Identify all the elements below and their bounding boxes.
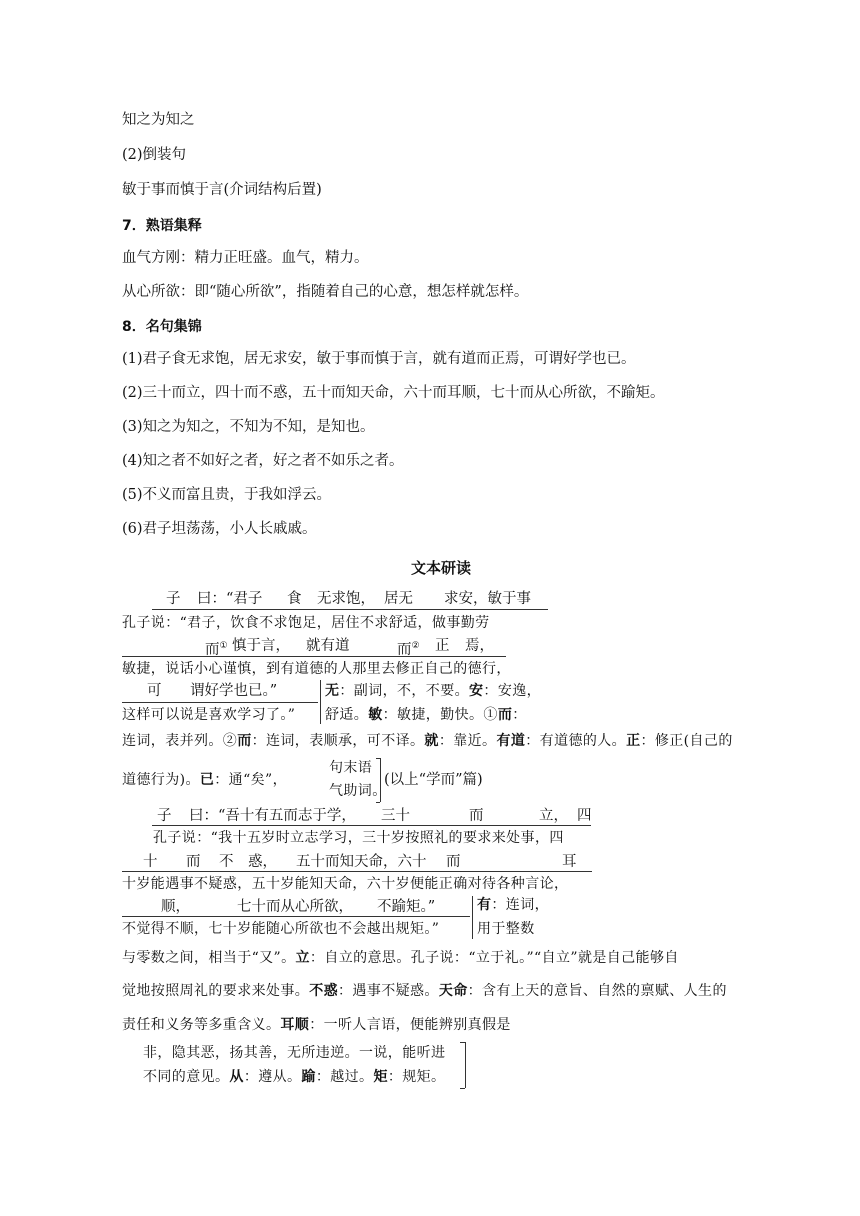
underline: [152, 609, 548, 610]
original-text: 可: [147, 683, 162, 699]
original-text: 顺，: [161, 899, 190, 915]
annotation-box-text: 气助词。: [329, 783, 387, 799]
original-text: 七十而从心所欲，: [237, 899, 353, 915]
annotation-bracket: [460, 1042, 465, 1043]
original-text: 曰：“吾十有五而志于学，: [189, 808, 356, 824]
original-text: 立，: [539, 808, 568, 824]
annotation-text: 觉地按照周礼的要求来处事。不惑：遇事不疑惑。天命：含有上天的意旨、自然的禀赋、人生的: [122, 983, 727, 999]
original-text: 四: [577, 808, 592, 824]
original-text: 正: [435, 638, 450, 654]
original-text: 惑，: [248, 854, 277, 870]
original-text: 就有道: [306, 638, 350, 654]
text-line: 从心所欲：即“随心所欲”，指随着自己的心意，想怎样就怎样。: [122, 284, 529, 300]
original-text: 而: [186, 854, 201, 870]
translation-text: 十岁能遇事不疑惑，五十岁能知天命，六十岁便能正确对待各种言论，: [122, 876, 569, 892]
original-text: 耳: [562, 854, 577, 870]
quote-line: (1)君子食无求饱，居无求安，敏于事而慎于言，就有道而正焉，可谓好学也已。: [122, 351, 636, 367]
translation-text: 孔子说：“君子，饮食不求饱足，居住不求舒适，做事勤劳: [122, 615, 490, 631]
translation-text: 这样可以说是喜欢学习了。”: [122, 707, 296, 723]
original-text: 无求饱，: [317, 591, 375, 607]
original-text: 求安，敏于事: [444, 591, 531, 607]
underline: [122, 871, 592, 872]
annotation-text: 责任和义务等多重含义。耳顺：一听人言语，便能辨别真假是: [122, 1017, 511, 1033]
section-heading: 7．熟语集释: [122, 218, 202, 234]
annotation-bracket: [376, 802, 380, 803]
text-line: 敏于事而慎于言(介词结构后置): [122, 182, 322, 198]
annotation-bracket: [380, 758, 381, 802]
translation-text: 不觉得不顺，七十岁能随心所欲也不会越出规矩。”: [122, 921, 440, 937]
original-text: 焉，: [465, 638, 494, 654]
annotation-bracket: [320, 680, 321, 724]
translation-text: 孔子说：“我十五岁时立志学习，三十岁按照礼的要求来处事，四: [153, 830, 564, 846]
original-text: 居无: [384, 591, 413, 607]
original-text: 而①: [205, 641, 228, 658]
annotation-text: 道德行为)。已：通“矣”，: [122, 772, 287, 788]
annotation-bracket: [376, 758, 380, 759]
text-line: 知之为知之: [122, 112, 195, 128]
original-text: 食: [287, 591, 302, 607]
quote-line: (3)知之为知之，不知为不知，是知也。: [122, 419, 375, 435]
annotation-text: 不同的意见。从：遵从。踰：越过。矩：规矩。: [143, 1069, 446, 1085]
quote-line: (4)知之者不如好之者，好之者不如乐之者。: [122, 453, 404, 469]
underline: [152, 825, 591, 826]
annotation-text: 有：连词，: [477, 897, 550, 913]
original-text: 子: [157, 808, 172, 824]
annotation-bracket: [472, 896, 473, 939]
annotation-text: 无：副词，不，不要。安：安逸，: [325, 683, 542, 699]
original-text: 曰：“君子: [197, 591, 263, 607]
original-text: 不踰矩。”: [377, 899, 436, 915]
original-text: 慎于言，: [232, 638, 290, 654]
original-text: 而: [469, 808, 484, 824]
section-heading: 8．名句集锦: [122, 319, 202, 335]
annotation-text: 连词，表并列。②而：连词，表顺承，可不译。就：靠近。有道：有道德的人。正：修正(自己的: [122, 733, 733, 749]
original-text: 不: [219, 854, 234, 870]
underline: [122, 702, 318, 703]
translation-text: 敏捷，说话小心谨慎，到有道德的人那里去修正自己的德行，: [122, 661, 511, 677]
annotation-text: 舒适。敏：敏捷，勤快。①而：: [325, 707, 527, 723]
original-text: 而②: [397, 641, 420, 658]
annotation-text: 与零数之间，相当于“又”。立：自立的意思。孔子说：“立于礼。”“自立”就是自己能够自: [122, 950, 679, 966]
page-title: 文本研读: [411, 559, 472, 577]
original-text: 十: [143, 854, 158, 870]
text-line: (2)倒装句: [122, 147, 187, 163]
underline: [122, 916, 470, 917]
original-text: 子: [166, 591, 181, 607]
quote-line: (6)君子坦荡荡，小人长戚戚。: [122, 521, 317, 537]
annotation-bracket: [460, 1088, 465, 1089]
quote-line: (2)三十而立，四十而不惑，五十而知天命，六十而耳顺，七十而从心所欲，不踰矩。: [122, 385, 665, 401]
quote-line: (5)不义而富且贵，于我如浮云。: [122, 487, 332, 503]
annotation-box-text: 句末语: [329, 760, 373, 776]
annotation-text: 非，隐其恶，扬其善，无所违逆。一说，能听进: [143, 1045, 446, 1061]
annotation-text: 用于整数: [477, 921, 535, 937]
original-text: 三十: [381, 808, 410, 824]
source-note: (以上“学而”篇): [384, 772, 483, 788]
text-line: 血气方刚：精力正旺盛。血气，精力。: [122, 250, 369, 266]
underline: [122, 656, 506, 657]
original-text: 而: [446, 854, 461, 870]
original-text: 谓好学也已。”: [190, 683, 278, 699]
annotation-bracket: [465, 1042, 466, 1088]
original-text: 五十而知天命，六十: [296, 854, 427, 870]
